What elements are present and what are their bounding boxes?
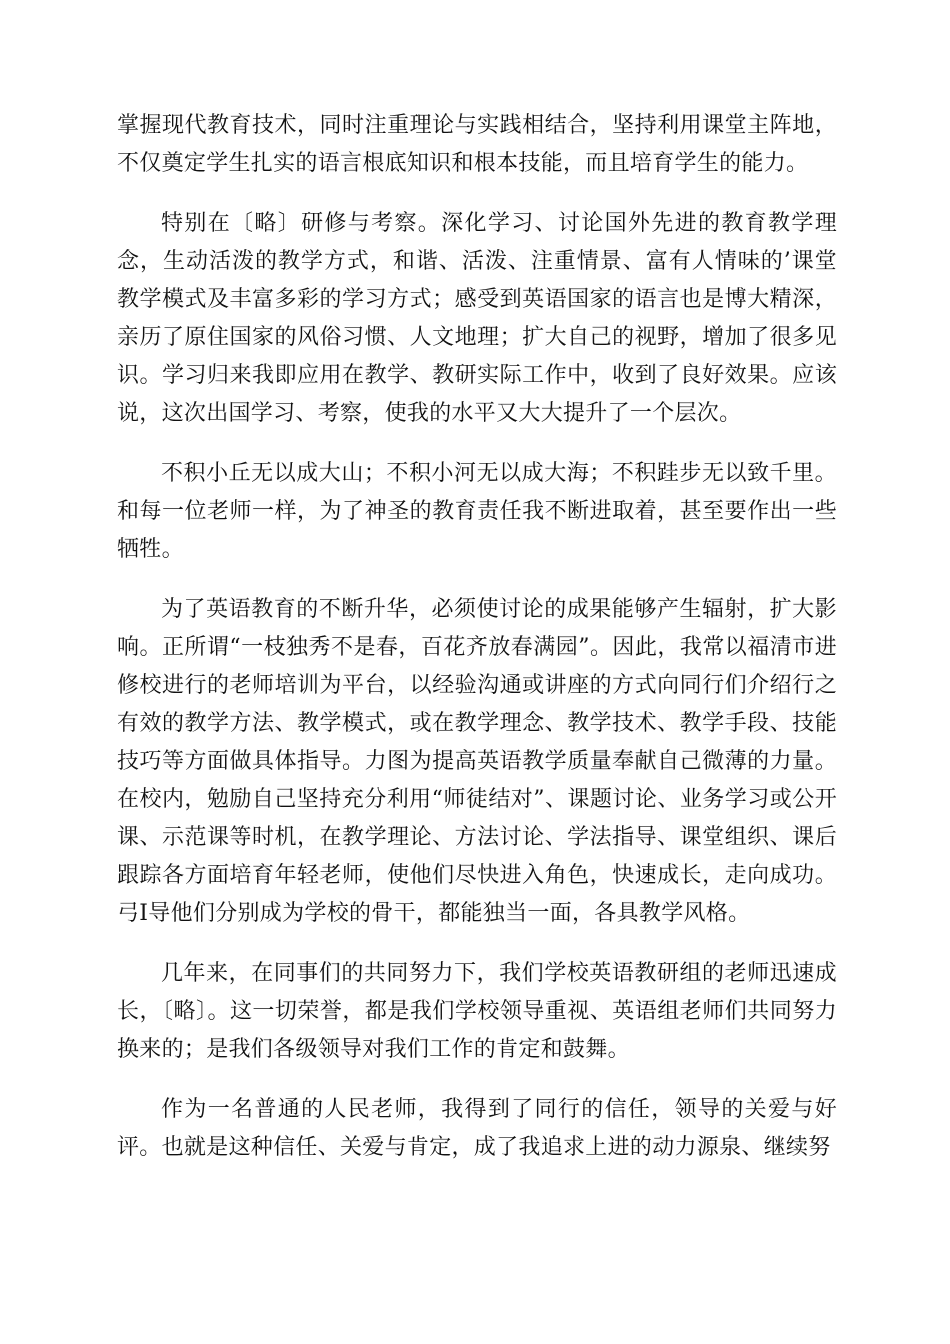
- paragraph-5: 几年来，在同事们的共同努力下，我们学校英语教研组的老师迅速成长，〔略〕。这一切荣誉，都是我们学校领导重视、英语组老师们共同努力换来的；是我们各级领导对我们工作的肯定和鼓舞。: [117, 961, 837, 1062]
- document-page: [117, 107, 837, 1189]
- paragraph-3: 不积小丘无以成大山；不积小河无以成大海；不积跬步无以致千里。和每一位老师一样，为了神圣的教育责任我不断进取着，甚至要作出一些牺牲。: [117, 461, 837, 562]
- paragraph-1: 掌握现代教育技术，同时注重理论与实践相结合，坚持利用课堂主阵地，不仅奠定学生扎实的语言根底知识和根本技能，而且培育学生的能力。: [117, 113, 837, 176]
- paragraph-2: 特别在〔略〕研修与考察。深化学习、讨论国外先进的教育教学理念，生动活泼的教学方式，和谐、活泼、注重情景、富有人情味的’课堂教学模式及丰富多彩的学习方式；感受到英语国家的语言也是博大精深，亲历了原住国家的风俗习惯、人文地理；扩大自己的视野，增加了很多见识。学习归来我即应用在教学、教研实际工作中，收到了良好效果。应该说，这次出国学习、考察，使我的水平又大大提升了一个层次。: [117, 211, 837, 426]
- paragraph-4: 为了英语教育的不断升华，必须使讨论的成果能够产生辐射，扩大影响。正所谓“一枝独秀不是春，百花齐放春满园”。因此，我常以福清市进修校进行的老师培训为平台，以经验沟通或讲座的方式向同行们介绍行之有效的教学方法、教学模式，或在教学理念、教学技术、教学手段、技能技巧等方面做具体指导。力图为提高英语教学质量奉献自己微薄的力量。在校内，勉励自己坚持充分利用“师徒结对”、课题讨论、业务学习或公开课、示范课等时机，在教学理论、方法讨论、学法指导、课堂组织、课后跟踪各方面培育年轻老师，使他们尽快进入角色，快速成长，走向成功。弓I导他们分别成为学校的骨干，都能独当一面，各具教学风格。: [117, 597, 837, 926]
- paragraph-6: 作为一名普通的人民老师，我得到了同行的信任，领导的关爱与好评。也就是这种信任、关爱与肯定，成了我追求上进的动力源泉、继续努: [117, 1097, 837, 1160]
